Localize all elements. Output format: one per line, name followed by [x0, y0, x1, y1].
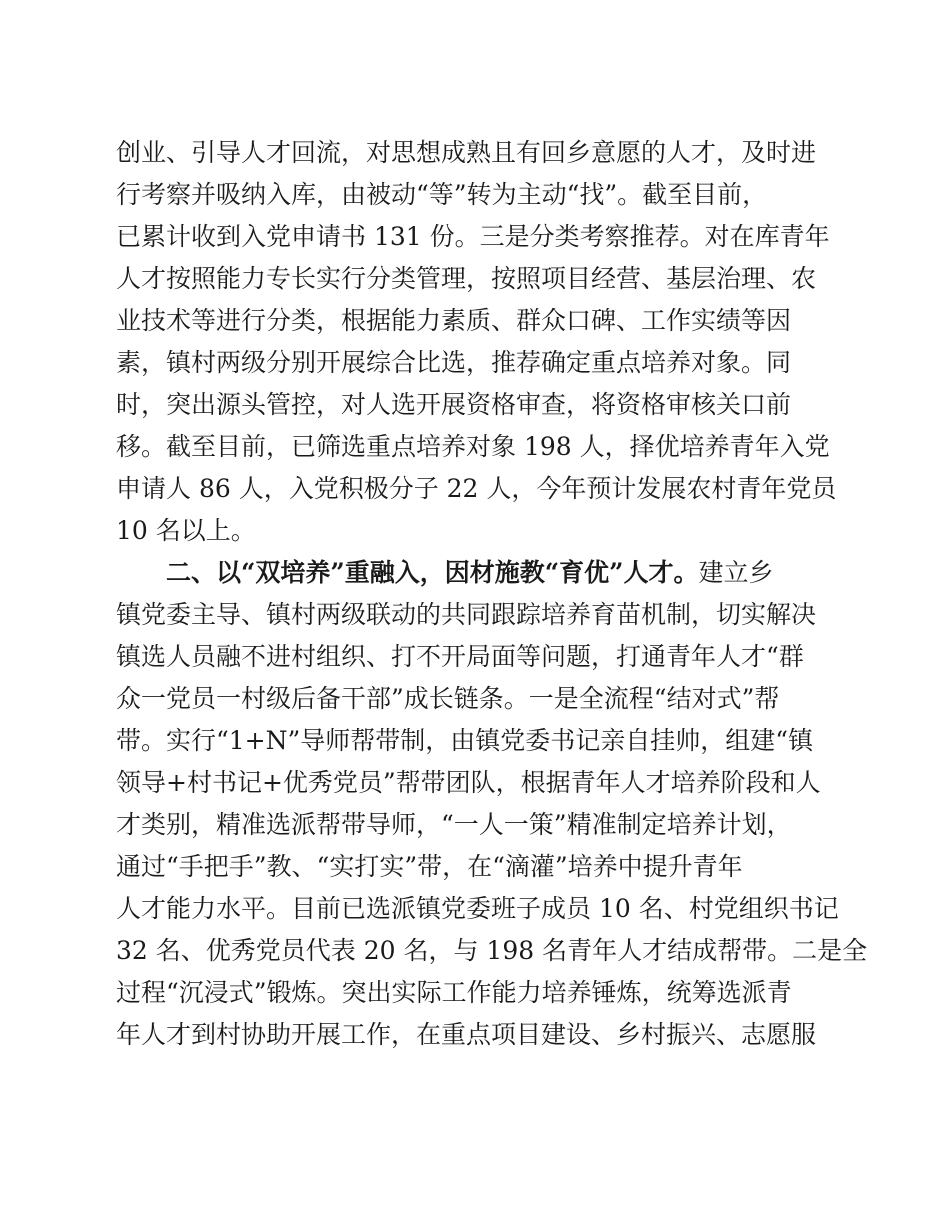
paragraph-2-line-3: 镇选人员融不进村组织、打不开局面等问题，打通青年人才“群 [116, 642, 804, 671]
paragraph-1-line-4: 人才按照能力专长实行分类管理，按照项目经营、基层治理、农 [116, 264, 817, 293]
paragraph-2-line-7: 才类别，精准选派帮带导师，“一人一策”精准制定培养计划， [116, 810, 792, 839]
paragraph-2-line-1 [166, 553, 774, 593]
paragraph-1-line-10: 10 名以上。 [116, 516, 256, 545]
section-heading: 二、以“双培养”重融入，因材施教“育优”人才。 [166, 558, 699, 587]
paragraph-1-line-9: 申请人 86 人，入党积极分子 22 人，今年预计发展农村青年党员 [116, 474, 837, 503]
paragraph-2-line-6: 领导+村书记+优秀党员”帮带团队，根据青年人才培养阶段和人 [116, 768, 821, 797]
paragraph-2-line-11: 过程“沉浸式”锻炼。突出实际工作能力培养锤炼，统筹选派青 [116, 978, 792, 1007]
paragraph-2-line-1-rest: 建立乡 [698, 558, 774, 587]
paragraph-1-line-2: 行考察并吸纳入库，由被动“等”转为主动“找”。截至目前， [116, 180, 768, 209]
paragraph-2-line-5: 带。实行“1+N”导师帮带制，由镇党委书记亲自挂帅，组建“镇 [116, 726, 814, 755]
paragraph-1-line-6: 素，镇村两级分别开展综合比选，推荐确定重点培养对象。同 [116, 348, 792, 377]
paragraph-1-line-5: 业技术等进行分类，根据能力素质、群众口碑、工作实绩等因 [116, 306, 792, 335]
paragraph-2-line-9: 人才能力水平。目前已选派镇党委班子成员 10 名、村党组织书记 [116, 894, 839, 923]
paragraph-1-line-8: 移。截至目前，已筛选重点培养对象 198 人，择优培养青年入党 [116, 432, 830, 461]
paragraph-2-line-4: 众一党员一村级后备干部”成长链条。一是全流程“结对式”帮 [116, 684, 780, 713]
paragraph-1-line-3: 已累计收到入党申请书 131 份。三是分类考察推荐。对在库青年 [116, 222, 830, 251]
paragraph-2-line-8: 通过“手把手”教、“实打实”带，在“滴灌”培养中提升青年 [116, 852, 743, 881]
paragraph-1-line-7: 时，突出源头管控，对人选开展资格审查，将资格审核关口前 [116, 390, 792, 419]
paragraph-2-line-10: 32 名、优秀党员代表 20 名，与 198 名青年人才结成帮带。二是全 [116, 936, 868, 965]
paragraph-2-line-2: 镇党委主导、镇村两级联动的共同跟踪培养育苗机制，切实解决 [116, 600, 817, 629]
paragraph-1-line-1: 创业、引导人才回流，对思想成熟且有回乡意愿的人才，及时进 [116, 138, 817, 167]
paragraph-2-line-12: 年人才到村协助开展工作，在重点项目建设、乡村振兴、志愿服 [116, 1020, 817, 1049]
